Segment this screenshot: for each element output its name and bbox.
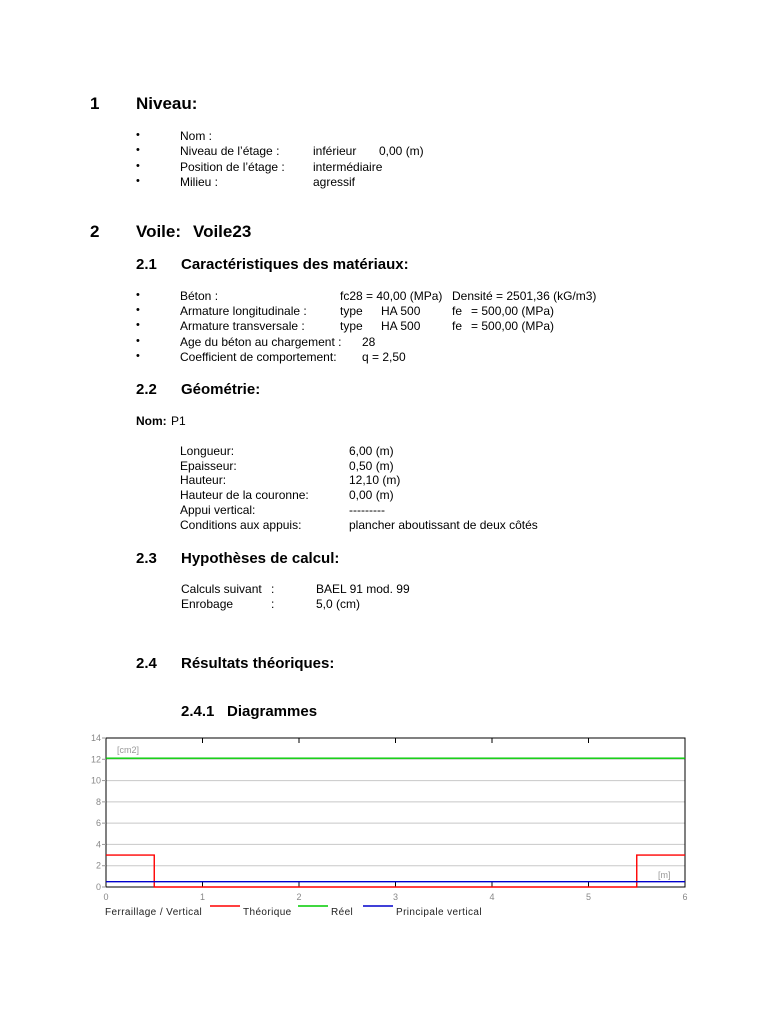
armature-long-grade: HA 500 xyxy=(381,304,421,318)
armature-trans-label: Armature transversale : xyxy=(180,319,305,333)
section-2-1-title: Caractéristiques des matériaux: xyxy=(181,256,409,273)
y-tick-label: 2 xyxy=(95,860,101,871)
age-beton-label: Age du béton au chargement : xyxy=(180,335,342,349)
bullet-icon: • xyxy=(136,335,140,347)
niveau-etage-height: 0,00 (m) xyxy=(379,144,424,158)
epaisseur-value: 0,50 (m) xyxy=(349,459,394,473)
plot-frame xyxy=(106,738,685,887)
x-tick-label: 0 xyxy=(103,892,109,902)
x-tick-label: 5 xyxy=(585,892,592,902)
bullet-icon: • xyxy=(136,350,140,362)
bullet-icon: • xyxy=(136,289,140,301)
bullet-icon: • xyxy=(136,304,140,316)
section-2-number: 2 xyxy=(90,222,100,241)
x-tick-label: 3 xyxy=(392,892,399,902)
position-etage-label: Position de l’étage : xyxy=(180,160,285,174)
armature-trans-fe-value: = 500,00 (MPa) xyxy=(471,319,555,333)
x-tick-label: 4 xyxy=(489,892,495,902)
hauteur-couronne-label: Hauteur de la couronne: xyxy=(180,488,309,502)
calculs-suivant-colon: : xyxy=(271,582,275,596)
armature-trans-type: type xyxy=(340,319,363,333)
age-beton-value: 28 xyxy=(362,335,376,349)
longueur-label: Longueur: xyxy=(180,444,235,458)
armature-trans-fe: fe xyxy=(452,319,463,333)
geometrie-nom-value: P1 xyxy=(171,414,186,428)
section-2-2-number: 2.2 xyxy=(136,381,157,398)
section-2-4-title: Résultats théoriques: xyxy=(181,655,335,672)
conditions-appuis-label: Conditions aux appuis: xyxy=(180,518,302,532)
x-tick-label: 1 xyxy=(199,892,206,902)
hauteur-couronne-value: 0,00 (m) xyxy=(349,488,394,502)
y-tick-label: 8 xyxy=(95,796,101,807)
y-tick-label: 0 xyxy=(95,882,101,892)
legend-label: Théorique xyxy=(243,907,292,918)
section-1-number: 1 xyxy=(90,94,100,113)
bullet-icon: • xyxy=(136,319,140,331)
legend-label: Principale vertical xyxy=(396,907,482,918)
enrobage-colon: : xyxy=(271,597,275,611)
y-tick-label: 14 xyxy=(90,733,101,743)
longueur-value: 6,00 (m) xyxy=(349,444,394,458)
armature-trans-grade: HA 500 xyxy=(381,319,421,333)
hauteur-value: 12,10 (m) xyxy=(349,473,401,487)
beton-fc28: fc28 = 40,00 (MPa) xyxy=(340,289,443,303)
hauteur-label: Hauteur: xyxy=(180,473,227,487)
conditions-appuis-value: plancher aboutissant de deux côtés xyxy=(349,518,538,532)
legend-title: Ferraillage / Vertical xyxy=(105,907,203,918)
enrobage-value: 5,0 (cm) xyxy=(316,597,361,611)
section-2-name: Voile23 xyxy=(193,222,252,241)
milieu-label: Milieu : xyxy=(180,175,219,189)
y-axis-unit-label: [cm2] xyxy=(117,745,140,755)
armature-long-type: type xyxy=(340,304,363,318)
appui-vertical-label: Appui vertical: xyxy=(180,503,256,517)
section-1-title: Niveau: xyxy=(136,94,198,113)
epaisseur-label: Epaisseur: xyxy=(180,459,237,473)
beton-label: Béton : xyxy=(180,289,219,303)
enrobage-label: Enrobage xyxy=(181,597,234,611)
section-2-1-number: 2.1 xyxy=(136,256,157,273)
milieu-value: agressif xyxy=(313,175,356,189)
section-2-4-1-number: 2.4.1 xyxy=(181,703,215,720)
section-2-title: Voile: xyxy=(136,222,182,241)
coef-comportement-label: Coefficient de comportement: xyxy=(180,350,337,364)
y-tick-label: 4 xyxy=(95,839,101,850)
x-tick-label: 6 xyxy=(682,892,688,902)
y-tick-label: 12 xyxy=(90,754,101,765)
armature-long-fe: fe xyxy=(452,304,463,318)
coef-comportement-value: q = 2,50 xyxy=(362,350,406,364)
bullet-icon: • xyxy=(136,175,140,187)
section-2-4-number: 2.4 xyxy=(136,655,157,672)
section-2-3-title: Hypothèses de calcul: xyxy=(181,550,340,567)
bullet-icon: • xyxy=(136,144,140,156)
geometrie-nom-label: Nom: xyxy=(136,414,167,428)
ferraillage-chart xyxy=(0,728,768,928)
section-2-3-number: 2.3 xyxy=(136,550,157,567)
x-axis-unit-label: [m] xyxy=(658,870,671,880)
bullet-icon: • xyxy=(136,129,140,141)
calculs-suivant-value: BAEL 91 mod. 99 xyxy=(316,582,410,596)
beton-densite: Densité = 2501,36 (kG/m3) xyxy=(452,289,597,303)
position-etage-value: intermédiaire xyxy=(313,160,383,174)
niveau-etage-value: inférieur xyxy=(313,144,357,158)
niveau-etage-label: Niveau de l’étage : xyxy=(180,144,280,158)
x-tick-label: 2 xyxy=(296,892,302,902)
section-2-4-1-title: Diagrammes xyxy=(227,703,318,720)
legend-label: Réel xyxy=(331,907,354,918)
section-2-2-title: Géométrie: xyxy=(181,381,261,398)
bullet-icon: • xyxy=(136,160,140,172)
armature-long-fe-value: = 500,00 (MPa) xyxy=(471,304,555,318)
nom-label: Nom : xyxy=(180,129,213,143)
y-tick-label: 6 xyxy=(95,818,101,829)
calculs-suivant-label: Calculs suivant xyxy=(181,582,262,596)
appui-vertical-value: --------- xyxy=(349,503,385,517)
y-tick-label: 10 xyxy=(90,775,101,786)
armature-long-label: Armature longitudinale : xyxy=(180,304,307,318)
